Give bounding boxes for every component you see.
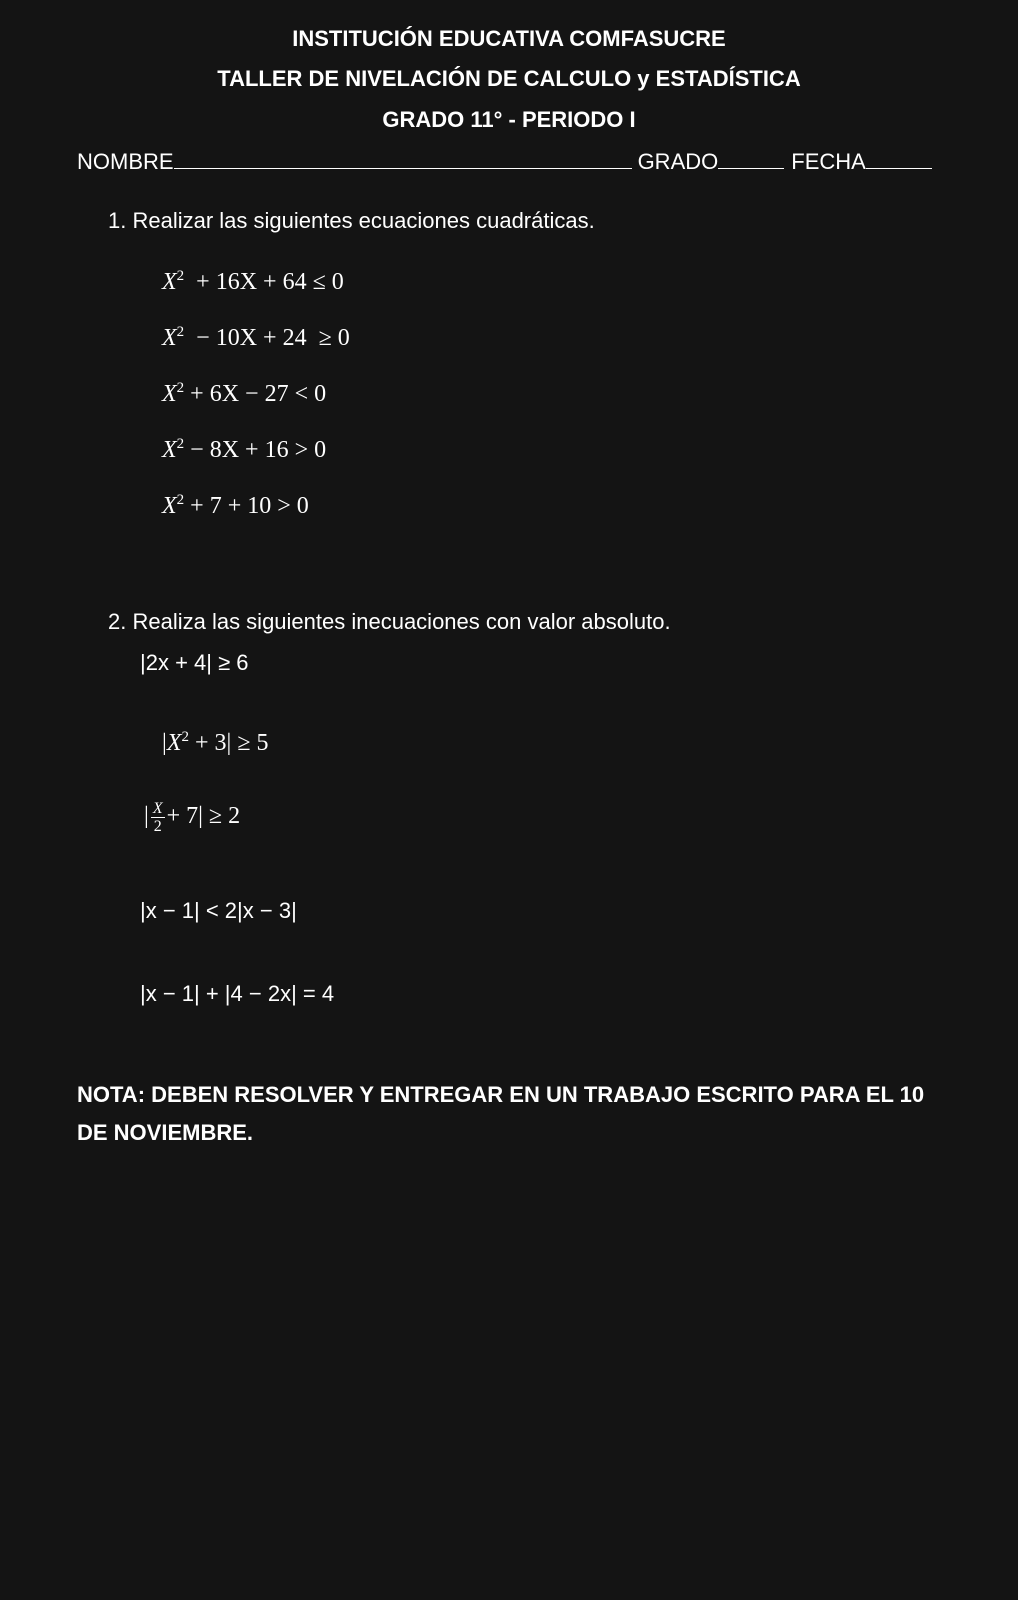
fraction-x-over-2: $\frac{X}{2}$ [152, 800, 163, 835]
absolute-inequality-4: |x − 1| < 2|x − 3| [140, 898, 297, 923]
grade-field[interactable] [718, 148, 784, 169]
note-line-1: NOTA: DEBEN RESOLVER Y ENTREGAR EN UN TRABAJO ESCRITO PARA EL 10 [77, 1082, 925, 1107]
grade-period-title: GRADO 11° - PERIODO I [382, 107, 636, 132]
section1-instruction: 1. Realizar las siguientes ecuaciones cuadráticas. [108, 208, 595, 233]
quadratic-equation-5: $X^2 + 7 + 10 > 0$ [162, 492, 309, 519]
institution-title: INSTITUCIÓN EDUCATIVA COMFASUCRE [292, 26, 726, 51]
quadratic-equation-1: $X^2 + 16X + 64 \le 0$ [162, 268, 344, 295]
section2-instruction: 2. Realiza las siguientes inecuaciones con valor absoluto. [108, 609, 671, 634]
grade-label: GRADO [637, 149, 719, 174]
absolute-inequality-1: |2x + 4| ≥ 6 [140, 650, 249, 675]
absolute-inequality-2: $|X^2 + 3| \ge 5$ [162, 729, 269, 756]
absolute-equation-5: |x − 1| + |4 − 2x| = 4 [140, 981, 335, 1006]
date-label: FECHA [791, 149, 866, 174]
name-label: NOMBRE [77, 149, 174, 174]
absolute-inequality-3: | $\frac{X}{2}$ + 7| ≥ 2 [144, 800, 241, 835]
note-line-2: DE NOVIEMBRE. [77, 1120, 254, 1145]
name-field[interactable] [174, 148, 632, 169]
workshop-title: TALLER DE NIVELACIÓN DE CALCULO y ESTADÍSTICA [217, 66, 801, 91]
date-field[interactable] [866, 148, 932, 169]
quadratic-equation-2: $X^2 - 10X + 24 \ge 0$ [162, 324, 350, 351]
student-info-row [77, 148, 932, 175]
quadratic-equation-4: $X^2 - 8X + 16 > 0$ [162, 436, 327, 463]
quadratic-equation-3: $X^2 + 6X - 27 < 0$ [162, 380, 327, 407]
